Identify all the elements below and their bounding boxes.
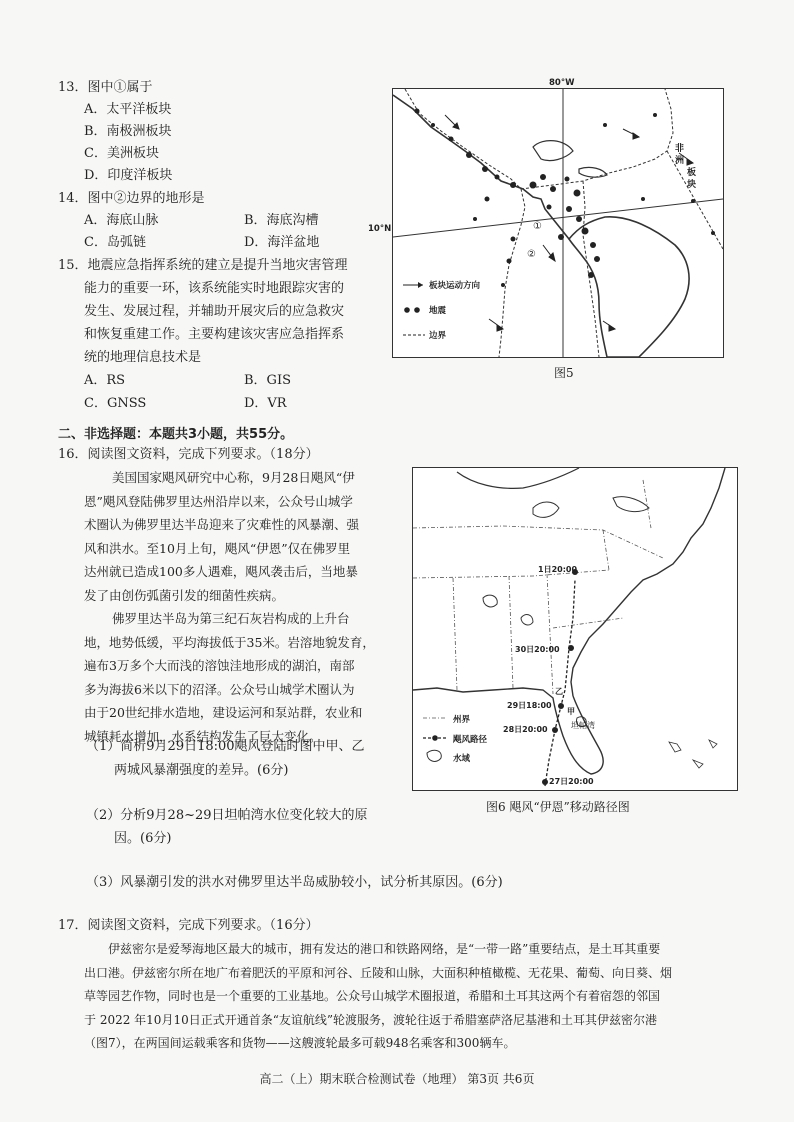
fig6-inland-lake-2 — [521, 615, 533, 625]
q16-p2-line: 遍布3万多个大而浅的溶蚀洼地形成的湖泊，南部 — [84, 658, 355, 673]
q15-option-c: C．GNSS — [84, 396, 147, 411]
fig6-lake-3 — [613, 497, 649, 512]
fig5-legend-dot-2 — [414, 307, 420, 313]
q15-line-5: 统的地理信息技术是 — [84, 350, 202, 365]
q14-option-a: A．海底山脉 — [84, 213, 159, 228]
q17-line: 草等园艺作物，同时也是一个重要的工业基地。公众号山城学术圈报道，希腊和土耳其这两个有着宿怨的邻国 — [84, 989, 661, 1003]
fig6-legend-border: 州界 — [453, 715, 471, 725]
q15-line-3: 发生、发展过程，并辅助开展灾后的应急救灾 — [84, 304, 345, 319]
fig6-legend-track-dot — [432, 735, 438, 741]
q17-line: （图7），在两国间运载乘客和货物——这艘渡轮最多可载948名乘客和300辆车。 — [84, 1036, 516, 1050]
fig5-boundary-north — [521, 89, 673, 189]
fig5-coast-south-america — [569, 217, 689, 357]
fig5-latitude-label: 10°N — [368, 224, 392, 234]
fig5-island-2 — [579, 167, 607, 177]
q16-p2-line: 地，地势低缓，平均海拔低于35米。岩溶地貌发育， — [84, 634, 375, 650]
q16-p1-line: 美国国家飓风研究中心称，9月28日飓风“伊 — [112, 470, 355, 485]
q16-paragraph-1 — [84, 466, 400, 748]
section-2-header: 二、非选择题：本题共3小题，共55分。 — [58, 427, 294, 442]
q13-option-d: D．印度洋板块 — [84, 168, 173, 183]
fig5-africa-label-3: 板 — [687, 168, 697, 178]
q15-line-4: 和恢复重建工作。主要构建该灾害应急指挥系 — [84, 327, 345, 342]
fig6-state-borders — [413, 480, 663, 694]
q17-stem: 17．阅读图文资料，完成下列要求。（16分） — [58, 918, 319, 933]
q16-p2-line: 城镇耗水增加，水系结构发生了巨大变化。 — [84, 728, 322, 744]
q16-p1-line: 术圈认为佛罗里达半岛迎来了灾难性的风暴潮、强 — [84, 517, 360, 532]
q16-p2-line: 佛罗里达半岛为第三纪石灰岩构成的上升台 — [112, 611, 350, 626]
q16-sub1-line-2: 两城风暴潮强度的差异。(6分) — [114, 763, 289, 778]
fig6-time-1: 1日20:00 — [538, 565, 578, 574]
q14-option-c: C．岛弧链 — [84, 235, 146, 250]
q17-paragraph — [84, 938, 750, 1056]
fig5-map — [392, 88, 724, 358]
fig6-inland-lake-1 — [483, 595, 497, 607]
fig5-legend-boundary: 边界 — [429, 331, 447, 341]
q16-p2-line: 多为海拔6米以下的沼泽。公众号山城学术圈认为 — [84, 681, 355, 697]
fig6-legend-track: 飓风路径 — [453, 735, 488, 745]
fig6-lake-2 — [533, 502, 559, 517]
fig5-legend-earthquake: 地震 — [429, 306, 447, 316]
fig6-time-2: 30日20:00 — [515, 645, 560, 654]
fig6-legend-water: 水域 — [453, 754, 471, 764]
q14-option-d: D．海洋盆地 — [244, 235, 320, 250]
fig5-legend-arrow-head — [418, 282, 423, 288]
fig6-legend-water-shape — [427, 750, 441, 761]
q15-line-1: 15．地震应急指挥系统的建立是提升当地灾害管理 — [58, 258, 348, 273]
fig6-caption: 图6 飓风“伊恩”移动路径图 — [486, 800, 630, 814]
fig6-map — [412, 467, 738, 791]
fig5-caption: 图5 — [554, 366, 574, 380]
q13-option-c: C．美洲板块 — [84, 146, 159, 161]
fig5-coast-north-america — [393, 95, 569, 239]
q13-option-b: B．南极洲板块 — [84, 124, 172, 139]
fig6-island-2 — [693, 760, 703, 768]
q16-p1-line: 风和洪水。至10月上旬，飓风“伊恩”仅在佛罗里 — [84, 540, 351, 556]
q16-sub2-line-1: （2）分析9月28~29日坦帕湾水位变化较大的原 — [86, 808, 368, 823]
fig5-earthquake-dots — [415, 109, 716, 288]
q16-sub1-line-1: （1）简析9月29日18:00飓风登陆时图中甲、乙 — [86, 739, 365, 754]
q14-option-b: B．海底沟槽 — [244, 213, 319, 228]
fig6-lake-1 — [457, 468, 579, 488]
fig6-yi-label: 乙 — [555, 687, 563, 696]
fig5-longitude-label: 80°W — [549, 78, 575, 88]
fig5-africa-label-4: 块 — [687, 180, 697, 190]
fig5-motion-arrows — [445, 115, 693, 331]
fig5-legend-dot-1 — [404, 307, 410, 313]
figure-5 — [368, 78, 738, 380]
q17-line: 出口港。伊兹密尔所在地广布着肥沃的平原和河谷、丘陵和山脉，大面积种植橄榄、无花果、葡萄、向日葵、烟 — [84, 965, 673, 980]
fig5-island-1 — [533, 141, 573, 161]
fig6-island-1 — [669, 742, 681, 752]
fig6-east-coast — [571, 468, 725, 696]
fig5-legend-motion: 板块运动方向 — [429, 281, 481, 291]
q16-sub2-line-2: 因。(6分) — [114, 831, 172, 846]
fig6-tampa-label: 坦帕湾 — [571, 721, 595, 730]
q16-sub3: （3）风暴潮引发的洪水对佛罗里达半岛威胁较小，试分析其原因。(6分) — [86, 875, 503, 890]
q16-p2-line: 由于20世纪排水造地，建设运河和泵站群，农业和 — [84, 705, 363, 720]
fig6-time-3: 29日18:00 — [507, 701, 552, 710]
q16-p1-line: 达州就已造成100多人遇难，飓风袭击后，当地暴 — [84, 564, 358, 579]
fig5-marker-1: ① — [533, 221, 542, 232]
q13-option-a: A．太平洋板块 — [84, 102, 172, 117]
fig6-track-points — [542, 569, 578, 785]
fig5-boundary-west — [405, 89, 525, 357]
q16-stem: 16．阅读图文资料，完成下列要求。（18分） — [58, 447, 319, 462]
page-footer: 高二（上）期末联合检测试卷（地理） 第3页 共6页 — [259, 1072, 535, 1086]
q13-stem: 13．图中①属于 — [58, 80, 153, 95]
q15-line-2: 能力的重要一环，该系统能实时地跟踪灾害的 — [84, 281, 345, 296]
fig6-time-4: 28日20:00 — [503, 725, 548, 734]
q15-option-b: B．GIS — [244, 373, 291, 388]
fig5-map-drawing — [393, 89, 723, 357]
fig5-marker-2: ② — [527, 249, 536, 260]
fig6-island-3 — [709, 740, 717, 748]
q17-line: 于 2022 年10月10日正式开通首条“友谊航线”轮渡服务，渡轮往返于希腊塞萨洛尼基港和土耳其伊兹密尔港 — [84, 1012, 657, 1027]
q15-option-a: A．RS — [84, 373, 126, 388]
fig5-africa-label-2: 洲 — [675, 156, 685, 166]
fig6-jia-label: 甲 — [567, 707, 575, 716]
q17-line: 伊兹密尔是爱琴海地区最大的城市，拥有发达的港口和铁路网络，是“一带一路”重要结点，是土耳其重要 — [108, 942, 661, 956]
fig6-time-5: 27日20:00 — [549, 777, 594, 786]
fig5-africa-label-1: 非 — [675, 144, 685, 154]
q15-option-d: D．VR — [244, 396, 287, 411]
q16-p1-line: 恩”飓风登陆佛罗里达州沿岸以来，公众号山城学 — [84, 493, 353, 509]
q16-p1-line: 发了由创伤弧菌引发的细菌性疾病。 — [84, 587, 285, 603]
q14-stem: 14．图中②边界的地形是 — [58, 191, 205, 206]
fig5-parallel — [393, 199, 723, 237]
